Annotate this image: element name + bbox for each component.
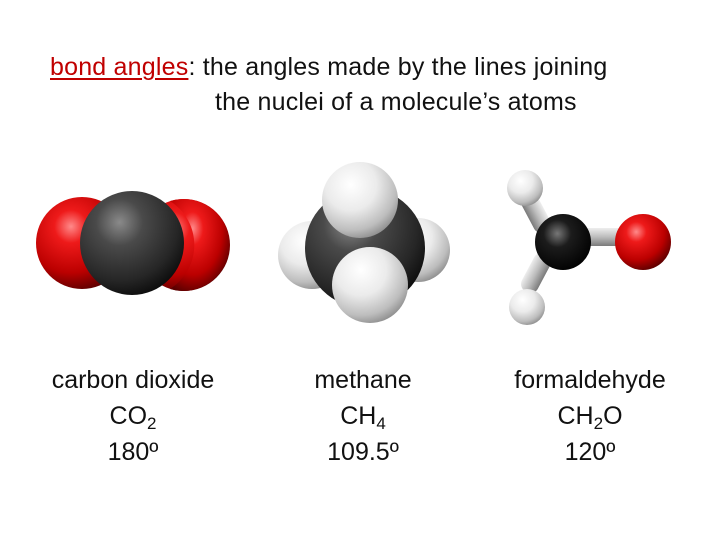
molecule-formula: $CH_4$ [340,402,386,433]
hydrogen-atom [507,170,543,206]
bond-angle: 109.5º [327,438,399,466]
definition-text-1: the angles made by the lines joining [195,53,608,81]
oxygen-atom [615,214,671,270]
bond-angle: 180º [107,438,159,466]
definition-line-2: the nuclei of a molecule’s atoms [215,88,577,116]
carbon-atom [535,214,591,270]
carbon-atom [80,191,184,295]
molecule-name: formaldehyde [514,366,666,394]
hydrogen-atom [322,162,398,238]
ch4-model [270,160,460,325]
molecule-formula: $CH_2O$ [557,402,623,433]
molecule-formula: $CO_2$ [109,402,157,433]
term-bond-angles: bond angles [50,53,189,81]
co2-caption [22,362,244,470]
hydrogen-atom [509,289,545,325]
ch4-caption [272,362,454,470]
molecule-name: carbon dioxide [51,366,215,394]
co2-model [20,165,250,315]
definition-line-1 [50,53,607,82]
ch2o-caption [490,362,690,470]
hydrogen-atom [332,247,408,323]
definition-separator: : [188,53,196,81]
bond-angle: 120º [564,438,616,466]
ch2o-model [485,160,695,335]
molecule-name: methane [314,366,412,394]
